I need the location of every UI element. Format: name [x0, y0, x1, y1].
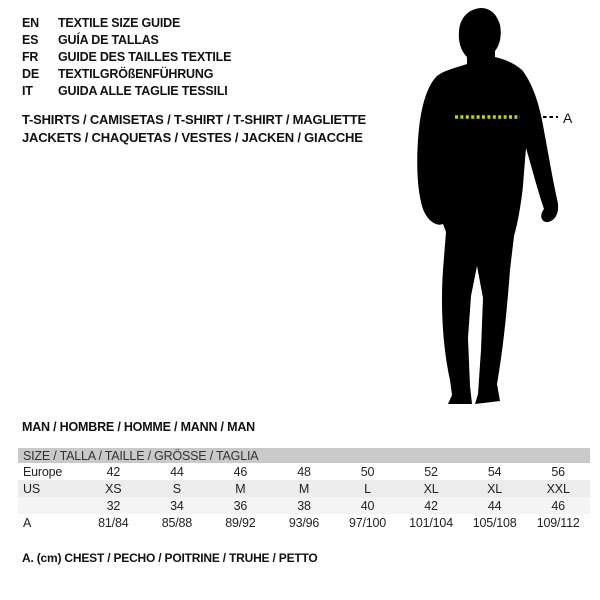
- table-cell: 48: [297, 464, 311, 479]
- table-cell: 97/100: [348, 515, 387, 530]
- table-cell: 85/88: [161, 515, 192, 530]
- table-cell: 46: [551, 498, 565, 513]
- table-cell: 50: [360, 464, 375, 479]
- row-label: Europe: [23, 464, 63, 479]
- row-label: A: [23, 515, 32, 530]
- table-row-europe: [18, 463, 590, 480]
- measure-label-a: A: [563, 110, 573, 126]
- table-row-us: [18, 480, 590, 497]
- row-label: [18, 497, 82, 514]
- table-cell: 109/112: [536, 515, 580, 530]
- table-cell: 93/96: [288, 515, 320, 530]
- table-cell: 52: [424, 464, 438, 479]
- table-cell: 54: [487, 464, 502, 479]
- size-table: [18, 448, 590, 531]
- category-tshirts: T-SHIRTS / CAMISETAS / T-SHIRT / T-SHIRT / MAGLIETTE: [22, 112, 366, 127]
- table-cell: XL: [487, 481, 503, 496]
- table-header: SIZE / TALLA / TAILLE / GRÖSSE / TAGLIA: [18, 448, 590, 463]
- list-item: [22, 15, 231, 32]
- list-item: [22, 49, 231, 66]
- guide-title: TEXTILGRÖßENFÜHRUNG: [58, 67, 214, 81]
- table-cell: 56: [551, 464, 565, 479]
- man-silhouette: [417, 8, 558, 404]
- table-cell: 42: [424, 498, 438, 513]
- guide-title: TEXTILE SIZE GUIDE: [58, 16, 181, 30]
- table-cell: M: [298, 481, 310, 496]
- man-silhouette-figure: [410, 8, 600, 408]
- table-cell: 81/84: [98, 515, 129, 530]
- table-cell: 105/108: [472, 515, 517, 530]
- table-cell: 38: [297, 498, 311, 513]
- list-item: [22, 32, 231, 49]
- table-cell: M: [235, 481, 246, 496]
- category-jackets: JACKETS / CHAQUETAS / VESTES / JACKEN / GIACCHE: [22, 130, 363, 145]
- table-cell: 89/92: [225, 515, 256, 530]
- language-code: IT: [22, 84, 33, 98]
- language-code: EN: [22, 16, 39, 30]
- measurement-footnote: A. (cm) CHEST / PECHO / POITRINE / TRUHE / PETTO: [22, 551, 318, 565]
- table-cell: 40: [360, 498, 375, 513]
- list-item: [22, 66, 231, 83]
- language-guide-list: [22, 15, 231, 100]
- table-row-uk: [18, 497, 590, 514]
- guide-title: GUIDA ALLE TAGLIE TESSILI: [58, 84, 228, 98]
- table-cell: S: [172, 481, 181, 496]
- table-cell: 36: [233, 498, 248, 513]
- section-title-man: MAN / HOMBRE / HOMME / MANN / MAN: [22, 420, 255, 434]
- table-cell: L: [364, 481, 371, 496]
- language-code: DE: [22, 67, 39, 81]
- language-code: FR: [22, 50, 39, 64]
- table-cell: 42: [106, 464, 121, 479]
- table-header-row: [18, 448, 590, 463]
- table-cell: 32: [106, 498, 121, 513]
- row-label: US: [23, 481, 40, 496]
- list-item: [22, 83, 231, 100]
- table-cell: 44: [487, 498, 502, 513]
- garment-categories: [22, 111, 366, 147]
- table-cell: 101/104: [409, 515, 453, 530]
- table-cell: 44: [170, 464, 184, 479]
- table-cell: XS: [105, 481, 122, 496]
- table-row-chest-a: [18, 514, 590, 531]
- table-cell: 46: [233, 464, 248, 479]
- guide-title: GUIDE DES TAILLES TEXTILE: [58, 50, 232, 64]
- guide-title: GUÍA DE TALLAS: [58, 33, 159, 47]
- language-code: ES: [22, 33, 39, 47]
- table-cell: XL: [423, 481, 439, 496]
- table-cell: 34: [170, 498, 184, 513]
- table-cell: XXL: [546, 481, 570, 496]
